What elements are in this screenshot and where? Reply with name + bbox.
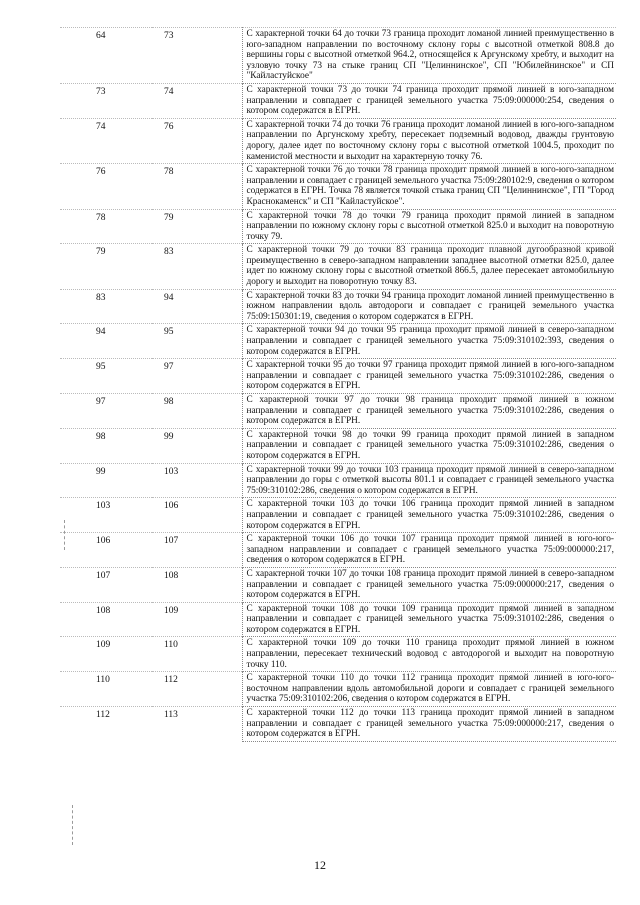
to-point: 99 bbox=[164, 431, 174, 442]
from-point: 78 bbox=[96, 212, 106, 223]
from-point: 110 bbox=[96, 675, 110, 686]
table-row bbox=[60, 28, 616, 84]
from-point: 73 bbox=[96, 86, 106, 97]
from-point: 98 bbox=[96, 431, 106, 442]
table-row bbox=[60, 707, 616, 742]
from-point: 97 bbox=[96, 397, 106, 407]
table-row bbox=[60, 289, 616, 324]
from-point: 76 bbox=[96, 167, 106, 178]
segment-description: С характерной точки 106 до точки 107 граница проходит прямой линией в юго-юго-западном направлении и совпадает с границей земельного участка 75:09:000000:217, сведения о котором содержатся в ЕГРН. bbox=[242, 533, 616, 568]
table-row bbox=[60, 244, 616, 289]
table-row bbox=[60, 394, 616, 429]
from-point: 95 bbox=[96, 362, 106, 373]
segment-description: С характерной точки 73 до точки 74 граница проходит прямой линией в юго-западном направлении и совпадает с границей земельного участка 75:09:000000:254, сведения о котором содержатся в ЕГРН. bbox=[242, 83, 616, 118]
table-row bbox=[60, 324, 616, 359]
segment-description: С характерной точки 110 до точки 112 граница проходит прямой линией в юго-юго-восточном направлении вдоль автомобильной дороги и совпадает с границей земельного участка 75:09:310102:206, сведения о котором содержатся в ЕГРН. bbox=[242, 672, 616, 707]
to-point: 107 bbox=[164, 536, 179, 547]
table-row bbox=[60, 209, 616, 244]
to-point: 83 bbox=[164, 247, 174, 258]
segment-description: С характерной точки 98 до точки 99 граница проходит прямой линией в западном направлении и совпадает с границей земельного участка 75:09:310102:286, сведения о котором содержатся в ЕГРН. bbox=[242, 428, 616, 463]
to-point: 73 bbox=[164, 31, 174, 41]
to-point: 109 bbox=[164, 605, 179, 616]
to-point: 97 bbox=[164, 362, 174, 373]
segment-description: С характерной точки 107 до точки 108 граница проходит прямой линией в северо-западном направлении и совпадает с границей земельного участка 75:09:000000:217, сведения о котором содержатся в ЕГРН. bbox=[242, 567, 616, 602]
to-point: 110 bbox=[164, 640, 178, 651]
to-point: 108 bbox=[164, 570, 179, 581]
segment-description: С характерной точки 109 до точки 110 граница проходит прямой линией в южном направлении, пересекает технический водовод с автодорогой и выходит на поворотную точку 110. bbox=[242, 637, 616, 672]
to-point: 98 bbox=[164, 397, 174, 407]
table-row bbox=[60, 463, 616, 498]
to-point: 113 bbox=[164, 710, 178, 721]
segment-description: С характерной точки 94 до точки 95 граница проходит прямой линией в северо-западном направлении и совпадает с границей земельного участка 75:09:310102:393, сведения о котором содержатся в ЕГРН. bbox=[242, 324, 616, 359]
to-point: 94 bbox=[164, 292, 174, 303]
to-point: 74 bbox=[164, 86, 174, 97]
segment-description: С характерной точки 103 до точки 106 граница проходит прямой линией в западном направлении и совпадает с границей земельного участка 75:09:310102:286, сведения о котором содержатся в ЕГРН. bbox=[242, 498, 616, 533]
segment-description: С характерной точки 112 до точки 113 граница проходит прямой линией в западном направлении и совпадает с границей земельного участка 75:09:000000:217, сведения о котором содержатся в ЕГРН. bbox=[242, 707, 616, 742]
from-point: 107 bbox=[96, 570, 111, 581]
from-point: 108 bbox=[96, 605, 111, 616]
to-point: 106 bbox=[164, 501, 179, 512]
segment-description: С характерной точки 78 до точки 79 граница проходит прямой линией в западном направлении по южному склону горы с высотной отметкой 825.0 и выходит на поворотную точку 79. bbox=[242, 209, 616, 244]
table-row bbox=[60, 637, 616, 672]
page-number: 12 bbox=[314, 858, 326, 872]
from-point: 109 bbox=[96, 640, 111, 651]
table-row bbox=[60, 498, 616, 533]
table-row bbox=[60, 602, 616, 637]
to-point: 103 bbox=[164, 466, 179, 477]
from-point: 94 bbox=[96, 327, 106, 338]
segment-description: С характерной точки 64 до точки 73 граница проходит ломаной линией преимущественно в юго-западном направлении по восточному склону горы с высотной отметкой 808.8 до вершины горы с высотной отметкой 964.2, относящейся к Аргунскому хребту, и выходит на узловую точку 73 на стыке границ СП "Целиннинское", СП "Юбилейнинское" и СП "Кайластуйское" bbox=[242, 28, 616, 84]
scan-artifact bbox=[72, 805, 73, 845]
from-point: 64 bbox=[96, 31, 106, 41]
from-point: 83 bbox=[96, 292, 106, 303]
table-row bbox=[60, 359, 616, 394]
segment-description: С характерной точки 76 до точки 78 граница проходит прямой линией в юго-юго-западном направлении и совпадает с границей земельного участка 75:09:280102:9, сведения о котором содержатся в ЕГРН. Точка 78 является точкой стыка границ СП "Целиннинское", ГП "Город Краснокаменск" и СП "Кайластуйское". bbox=[242, 164, 616, 209]
segment-description: С характерной точки 95 до точки 97 граница проходит прямой линией в юго-юго-западном направлении и совпадает с границей земельного участка 75:09:310102:286, сведения о котором содержатся в ЕГРН. bbox=[242, 359, 616, 394]
to-point: 112 bbox=[164, 675, 178, 686]
table-row bbox=[60, 533, 616, 568]
segment-description: С характерной точки 79 до точки 83 граница проходит плавной дугообразной кривой преимущественно в северо-западном направлении западнее высотной отметки 825.0, далее идет по южному склону горы с высотной отметкой 866.5, далее пересекает автомобильную дорогу и выходит на поворотную точку 83. bbox=[242, 244, 616, 289]
to-point: 79 bbox=[164, 212, 174, 223]
segment-description: С характерной точки 97 до точки 98 граница проходит прямой линией в южном направлении и совпадает с границей земельного участка 75:09:310102:286, сведения о котором содержатся в ЕГРН. bbox=[242, 394, 616, 429]
from-point: 106 bbox=[96, 536, 111, 547]
from-point: 99 bbox=[96, 466, 106, 477]
segment-description: С характерной точки 108 до точки 109 граница проходит прямой линией в западном направлении и совпадает с границей земельного участка 75:09:310102:286, сведения о котором содержатся в ЕГРН. bbox=[242, 602, 616, 637]
from-point: 112 bbox=[96, 710, 110, 721]
from-point: 74 bbox=[96, 121, 106, 132]
from-point: 79 bbox=[96, 247, 106, 258]
table-row bbox=[60, 118, 616, 163]
to-point: 76 bbox=[164, 121, 174, 132]
table-row bbox=[60, 164, 616, 209]
table-row bbox=[60, 672, 616, 707]
segment-description: С характерной точки 83 до точки 94 граница проходит ломаной линией преимущественно в южном направлении вдоль автодороги и совпадает с границей земельного участка 75:09:150301:19, сведения о котором содержатся в ЕГРН. bbox=[242, 289, 616, 324]
table-row bbox=[60, 567, 616, 602]
to-point: 95 bbox=[164, 327, 174, 338]
boundary-description-table bbox=[60, 27, 616, 742]
to-point: 78 bbox=[164, 167, 174, 178]
table-row bbox=[60, 428, 616, 463]
table-row bbox=[60, 83, 616, 118]
segment-description: С характерной точки 99 до точки 103 граница проходит прямой линией в северо-западном направлении до горы с отметкой высоты 801.1 и совпадает с границей земельного участка 75:09:310102:286, сведения о котором содержатся в ЕГРН. bbox=[242, 463, 616, 498]
segment-description: С характерной точки 74 до точки 76 граница проходит ломаной линией в юго-юго-западном направлении по Аргунскому хребту, пересекает подземный водовод, дважды грунтовую дорогу, далее идет по восточному склону горы с высотной отметкой 1004.5, проходит по каменистой местности и выходит на характерную точку 76. bbox=[242, 118, 616, 163]
from-point: 103 bbox=[96, 501, 111, 512]
